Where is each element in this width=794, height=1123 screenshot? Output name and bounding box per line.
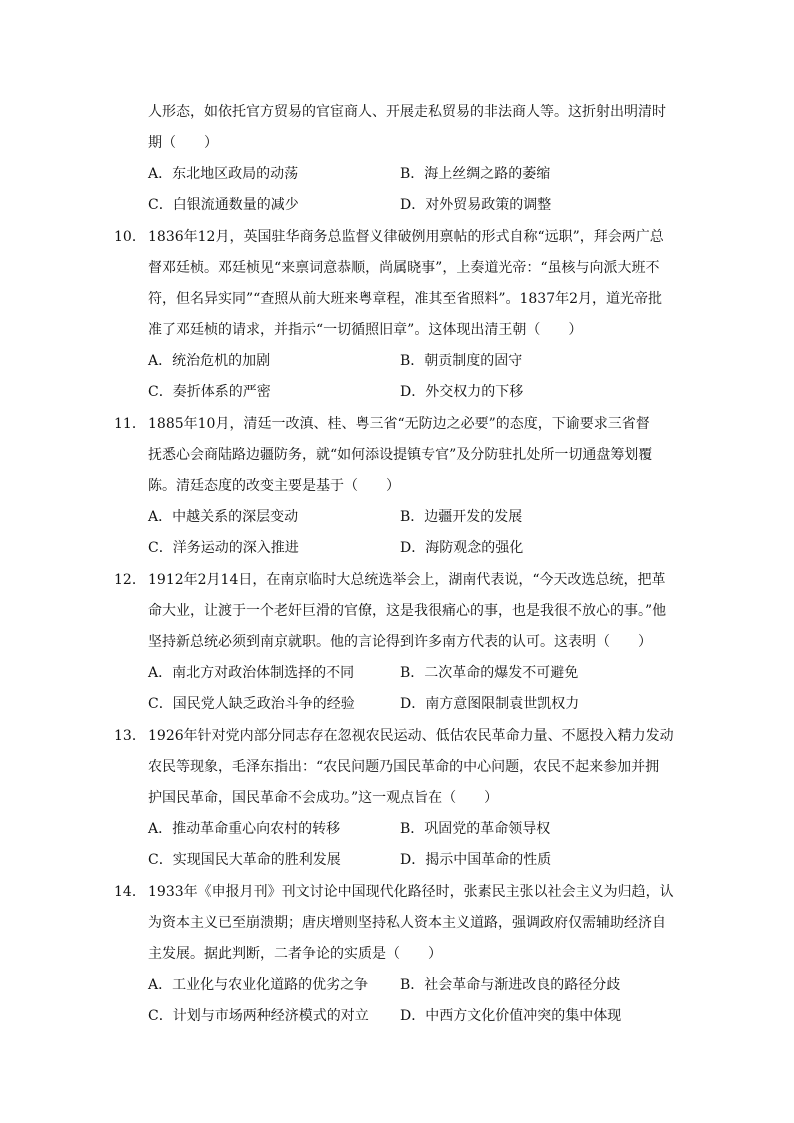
q12-option-a: A．南北方对政治体制选择的不同 [148, 665, 355, 681]
q14-first-line [114, 882, 688, 902]
q11-stem-line: 抚悉心会商陆路边疆防务，就“如何添设提镇专官”及分防驻扎处所一切通盘筹划覆 [148, 447, 653, 463]
q11-option-b: B．边疆开发的发展 [400, 509, 523, 525]
q13-option-c: C．实现国民大革命的胜利发展 [148, 852, 341, 868]
q9-stem-line: 期（ ） [148, 135, 218, 151]
q13-stem: 1926年针对党内部分同志存在忽视农民运动、低估农民革命力量、不愿投入精力发动 [148, 728, 674, 744]
q11-option-c: C．洋务运动的深入推进 [148, 540, 299, 556]
q13-option-b: B．巩固党的革命领导权 [400, 821, 551, 837]
q14-number: 14． [114, 884, 146, 900]
q11-stem-line: 陈。清廷态度的改变主要是基于（ ） [148, 478, 400, 494]
q9-option-a: A．东北地区政局的动荡 [148, 166, 299, 182]
q11-first-line [114, 414, 688, 434]
q14-stem: 1933年《申报月刊》刊文讨论中国现代化路径时，张素民主张以社会主义为归趋，认 [148, 884, 674, 900]
q14-option-a: A．工业化与农业化道路的优劣之争 [148, 977, 369, 993]
q12-option-b: B．二次革命的爆发不可避免 [400, 665, 579, 681]
q13-stem-line: 农民等现象，毛泽东指出：“农民问题乃国民革命的中心问题，农民不起来参加并拥 [148, 759, 660, 775]
q14-stem-line: 主发展。据此判断，二者争论的实质是（ ） [148, 946, 442, 962]
q10-option-a: A．统治危机的加剧 [148, 353, 271, 369]
q14-stem-line: 为资本主义已至崩溃期；唐庆增则坚持私人资本主义道路，强调政府仅需辅助经济自 [148, 915, 666, 931]
q11-option-d: D．海防观念的强化 [400, 540, 524, 556]
q10-stem-line: 督邓廷桢。邓廷桢见“来禀词意恭顺，尚属晓事”，上奏道光帝：“虽核与向派大班不 [148, 260, 660, 276]
q12-option-d: D．南方意图限制袁世凯权力 [400, 696, 580, 712]
q10-option-b: B．朝贡制度的固守 [400, 353, 523, 369]
q10-stem-line: 符，但名异实同”“查照从前大班来粤章程，准其至省照料”。1837年2月，道光帝批 [148, 291, 663, 307]
q10-number: 10． [114, 229, 146, 245]
q12-stem: 1912年2月14日，在南京临时大总统选举会上，湖南代表说，“今天改选总统，把革 [148, 572, 666, 588]
q10-first-line [114, 227, 688, 247]
q10-option-d: D．外交权力的下移 [400, 384, 524, 400]
q12-number: 12． [114, 572, 146, 588]
q9-stem-line: 人形态，如依托官方贸易的官宦商人、开展走私贸易的非法商人等。这折射出明清时 [148, 104, 666, 120]
q12-first-line [114, 570, 688, 590]
q10-option-c: C．奏折体系的严密 [148, 384, 271, 400]
q11-number: 11． [114, 416, 146, 432]
q13-stem-line: 护国民革命，国民革命不会成功。”这一观点旨在（ ） [148, 790, 499, 806]
q9-option-d: D．对外贸易政策的调整 [400, 197, 552, 213]
q12-option-c: C．国民党人缺乏政治斗争的经验 [148, 696, 355, 712]
q14-option-b: B．社会革命与渐进改良的路径分歧 [400, 977, 621, 993]
q13-option-a: A．推动革命重心向农村的转移 [148, 821, 341, 837]
q12-stem-line: 坚持新总统必须到南京就职。他的言论得到许多南方代表的认可。这表明（ ） [148, 634, 652, 650]
q9-option-c: C．白银流通数量的减少 [148, 197, 299, 213]
q13-option-d: D．揭示中国革命的性质 [400, 852, 552, 868]
q12-stem-line: 命大业，让渡于一个老奸巨滑的官僚，这是我很痛心的事，也是我很不放心的事。”他 [148, 603, 667, 619]
q10-stem-line: 准了邓廷桢的请求，并指示“一切循照旧章”。这体现出清王朝（ ） [148, 322, 583, 338]
q13-number: 13． [114, 728, 146, 744]
q14-option-c: C．计划与市场两种经济模式的对立 [148, 1008, 369, 1024]
q10-stem: 1836年12月，英国驻华商务总监督义律破例用禀帖的形式自称“远职”，拜会两广总 [148, 229, 664, 245]
q11-stem: 1885年10月，清廷一改滇、桂、粤三省“无防边之必要”的态度，下谕要求三省督 [148, 416, 650, 432]
q14-option-d: D．中西方文化价值冲突的集中体现 [400, 1008, 622, 1024]
q9-option-b: B．海上丝绸之路的萎缩 [400, 166, 551, 182]
q13-first-line [114, 726, 688, 746]
q11-option-a: A．中越关系的深层变动 [148, 509, 299, 525]
